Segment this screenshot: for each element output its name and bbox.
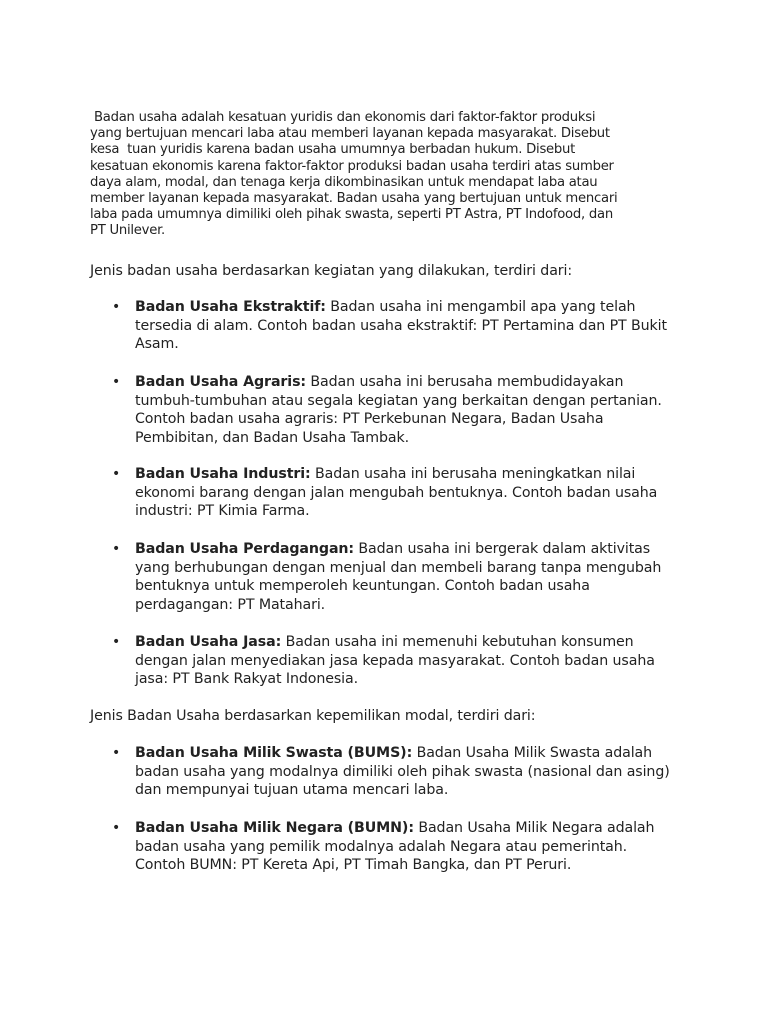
bullet-icon: • xyxy=(112,634,121,650)
list-item-text xyxy=(135,373,680,447)
bullet-icon: • xyxy=(112,374,121,390)
list-item-description: Badan usaha ini berusaha meningkatkan nilai ekonomi barang dengan jalan mengubah bentuknya. Contoh badan usaha industri: PT Kimia Farma. xyxy=(135,466,658,519)
list-item-title: Badan Usaha Ekstraktif: xyxy=(135,299,326,315)
intro-paragraph: Badan usaha adalah kesatuan yuridis dan ekonomis dari faktor-faktor produksi yang bertujuan mencari laba atau memberi layanan kepada masyarakat. Disebut kesa tuan yuridis karena badan usaha umumnya berbadan hukum. Disebut kesatuan ekonomis karena faktor-faktor produksi badan usaha terdiri atas sumber daya alam, modal, dan tenaga kerja dikombinasikan untuk mendapat laba atau member layanan kepada masyarakat. Badan usaha yang bertujuan untuk mencari laba pada umumnya dimiliki oleh pihak swasta, seperti PT Astra, PT Indofood, dan PT Unilever. xyxy=(90,110,618,239)
bullet-icon: • xyxy=(112,466,121,482)
list-item-title: Badan Usaha Agraris: xyxy=(135,374,306,390)
list-item-title: Badan Usaha Milik Negara (BUMN): xyxy=(135,820,414,836)
section-heading-ownership: Jenis Badan Usaha berdasarkan kepemilikan modal, terdiri dari: xyxy=(90,708,536,724)
section-heading-activity: Jenis badan usaha berdasarkan kegiatan yang dilakukan, terdiri dari: xyxy=(90,263,573,279)
list-item-description: Badan Usaha Milik Swasta adalah badan usaha yang modalnya dimiliki oleh pihak swasta (nasional dan asing) dan mempunyai tujuan utama mencari laba. xyxy=(135,745,670,798)
bullet-icon: • xyxy=(112,541,121,557)
list-item-text xyxy=(135,465,680,521)
list-item-description: Badan Usaha Milik Negara adalah badan usaha yang pemilik modalnya adalah Negara atau pemerintah. Contoh BUMN: PT Kereta Api, PT Timah Bangka, dan PT Peruri. xyxy=(135,820,655,873)
list-item-title: Badan Usaha Perdagangan: xyxy=(135,541,354,557)
list-item-text xyxy=(135,819,680,875)
list-item-text xyxy=(135,744,680,800)
list-item-description: Badan usaha ini mengambil apa yang telah tersedia di alam. Contoh badan usaha ekstraktif: PT Pertamina dan PT Bukit Asam. xyxy=(135,299,667,352)
list-item-text xyxy=(135,633,680,689)
list-item-description: Badan usaha ini bergerak dalam aktivitas yang berhubungan dengan menjual dan membeli barang tanpa mengubah bentuknya untuk memperoleh keuntungan. Contoh badan usaha perdagangan: PT Matahari. xyxy=(135,541,662,613)
list-item-text xyxy=(135,540,680,614)
bullet-icon: • xyxy=(112,745,121,761)
list-item-title: Badan Usaha Milik Swasta (BUMS): xyxy=(135,745,413,761)
list-item-title: Badan Usaha Jasa: xyxy=(135,634,282,650)
bullet-icon: • xyxy=(112,299,121,315)
list-item-description: Badan usaha ini berusaha membudidayakan tumbuh-tumbuhan atau segala kegiatan yang berkaitan dengan pertanian. Contoh badan usaha agraris: PT Perkebunan Negara, Badan Usaha Pembibitan, dan Badan Usaha Tambak. xyxy=(135,374,662,446)
list-item-text xyxy=(135,298,680,354)
bullet-icon: • xyxy=(112,820,121,836)
list-item-title: Badan Usaha Industri: xyxy=(135,466,311,482)
list-item-description: Badan usaha ini memenuhi kebutuhan konsumen dengan jalan menyediakan jasa kepada masyarakat. Contoh badan usaha jasa: PT Bank Rakyat Indonesia. xyxy=(135,634,655,687)
